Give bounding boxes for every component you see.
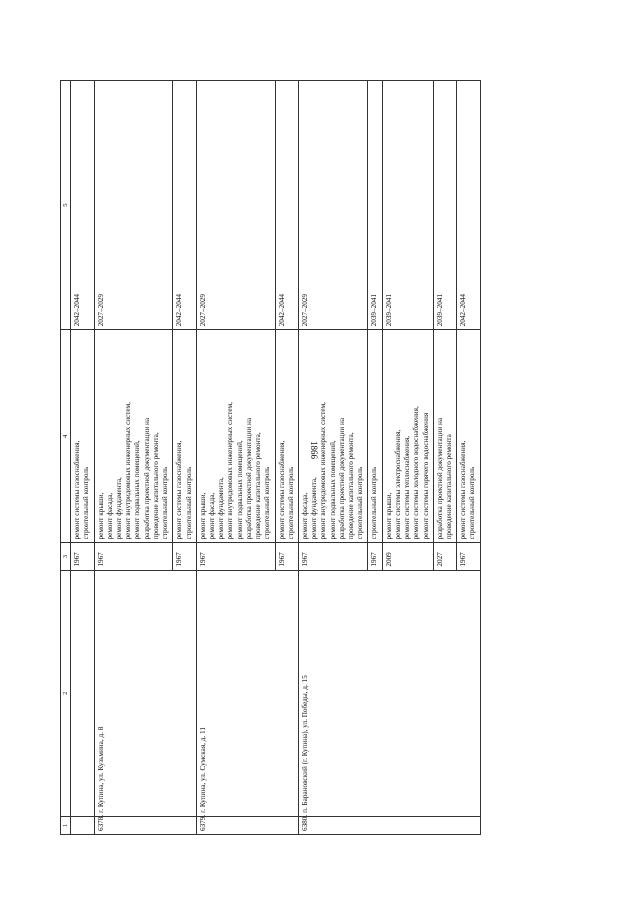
period-cell: 2042–2044 <box>457 81 480 330</box>
year-cell: 2027 <box>433 543 456 570</box>
work-item: проведение капитального ремонта, <box>254 432 263 540</box>
table-body <box>71 81 481 835</box>
year-cell: 2009 <box>382 543 433 570</box>
table-header-row <box>61 81 71 835</box>
work-item: ремонт внутридомовых инженерных систем, <box>226 402 235 540</box>
work-item: ремонт крыши, <box>96 492 105 540</box>
work-item: строительный контроль <box>468 466 477 540</box>
building-address: г. Купина, ул. Сумская, д. 11 <box>196 570 298 816</box>
entry-number: 6378. <box>94 816 196 834</box>
work-item: проведение капитального ремонта, <box>347 432 356 540</box>
work-item: ремонт фундамента, <box>217 477 226 540</box>
period-cell: 2027–2029 <box>196 81 275 330</box>
works-list-cell <box>382 330 433 543</box>
work-item: строительный контроль <box>286 466 295 540</box>
column-header: 1 <box>61 816 71 834</box>
year-cell: 1967 <box>275 543 298 570</box>
year-cell: 1967 <box>196 543 275 570</box>
works-list-cell <box>275 330 298 543</box>
work-item: ремонт системы газоснабжения, <box>459 440 468 540</box>
work-item: строительный контроль <box>161 466 170 540</box>
work-item: ремонт подвальных помещений, <box>328 440 337 540</box>
work-item: строительный контроль <box>263 466 272 540</box>
period-cell: 2039–2041 <box>368 81 382 330</box>
period-cell: 2042–2044 <box>173 81 196 330</box>
work-item: ремонт подвальных помещений, <box>235 440 244 540</box>
works-list-cell <box>94 330 173 543</box>
period-cell: 2042–2044 <box>71 81 94 330</box>
period-cell: 2039–2041 <box>433 81 456 330</box>
work-item: ремонт фасада, <box>105 492 114 540</box>
work-item: ремонт крыши, <box>384 492 393 540</box>
year-cell: 1967 <box>71 543 94 570</box>
works-list-cell <box>298 330 368 543</box>
work-item: строительный контроль <box>82 466 91 540</box>
work-item: строительный контроль <box>370 466 379 540</box>
work-item: проведение капитального ремонта, <box>151 432 160 540</box>
work-item: ремонт фундамента, <box>115 477 124 540</box>
work-item: ремонт системы холодного водоснабжения, <box>412 406 421 540</box>
work-item: ремонт системы газоснабжения, <box>277 440 286 540</box>
work-item: ремонт крыши, <box>198 492 207 540</box>
work-item: ремонт системы теплоснабжения, <box>403 435 412 540</box>
work-item: разработка проектной документации на <box>244 417 253 540</box>
building-address: г. Купина, ул. Кузьмина, д. 8 <box>94 570 196 816</box>
work-item: ремонт внутридомовых инженерных систем, <box>319 402 328 540</box>
works-list-cell <box>173 330 196 543</box>
work-item: проведение капитального ремонта <box>445 434 454 540</box>
work-item: ремонт фундамента, <box>310 477 319 540</box>
rotated-table-container <box>60 80 575 835</box>
entry-number <box>71 816 94 834</box>
table-row <box>71 81 94 835</box>
period-cell: 2027–2029 <box>298 81 368 330</box>
page-number: 1866 <box>309 441 319 459</box>
work-item: ремонт системы газоснабжения, <box>73 440 82 540</box>
works-list-cell <box>433 330 456 543</box>
work-item: ремонт подвальных помещений, <box>133 440 142 540</box>
work-item: ремонт системы газоснабжения, <box>175 440 184 540</box>
year-cell: 1967 <box>94 543 173 570</box>
work-item: строительный контроль <box>184 466 193 540</box>
works-list-cell <box>368 330 382 543</box>
repair-schedule-table <box>60 80 481 835</box>
work-item: ремонт фасада, <box>300 492 309 540</box>
work-item: ремонт системы горячего водоснабжения <box>421 412 430 540</box>
column-header: 5 <box>61 81 71 330</box>
work-item: строительный контроль <box>356 466 365 540</box>
entry-number: 6380. <box>298 816 480 834</box>
work-item: ремонт внутридомовых инженерных систем, <box>124 402 133 540</box>
table-row <box>94 81 173 835</box>
year-cell: 1967 <box>173 543 196 570</box>
column-header: 2 <box>61 570 71 816</box>
works-list-cell <box>71 330 94 543</box>
works-list-cell <box>196 330 275 543</box>
year-cell: 1967 <box>298 543 368 570</box>
work-item: ремонт фасада, <box>207 492 216 540</box>
year-cell: 1967 <box>368 543 382 570</box>
building-address: п. Барановский (г. Купина), ул. Победы, д. 15 <box>298 570 480 816</box>
column-header: 4 <box>61 330 71 543</box>
works-list-cell <box>457 330 480 543</box>
year-cell: 1967 <box>457 543 480 570</box>
building-address <box>71 570 94 816</box>
period-cell: 2027–2029 <box>94 81 173 330</box>
column-header: 3 <box>61 543 71 570</box>
period-cell: 2042–2044 <box>275 81 298 330</box>
work-item: ремонт системы электроснабжения, <box>393 429 402 540</box>
work-item: разработка проектной документации на <box>142 417 151 540</box>
table-row <box>196 81 275 835</box>
table-row <box>298 81 368 835</box>
work-item: разработка проектной документации на <box>435 417 444 540</box>
work-item: разработка проектной документации на <box>337 417 346 540</box>
period-cell: 2039–2041 <box>382 81 433 330</box>
entry-number: 6379. <box>196 816 298 834</box>
